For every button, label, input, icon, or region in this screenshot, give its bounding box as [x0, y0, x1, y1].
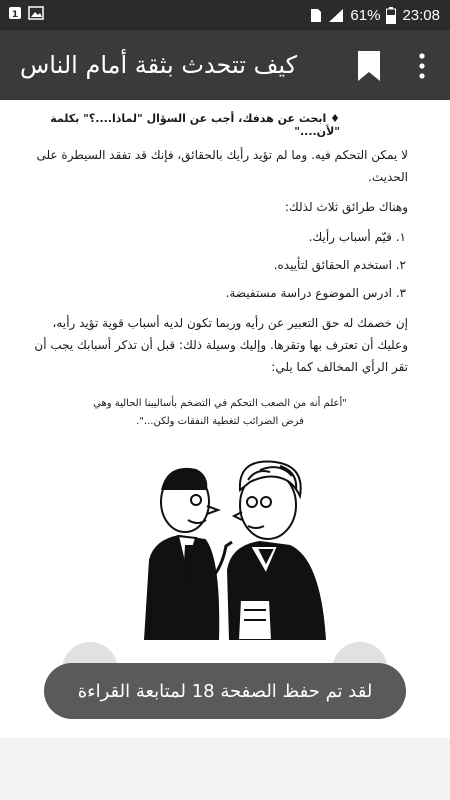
paragraph-1-line-1: لا يمكن التحكم فيه. وما لم تؤيد رأيك بالحقائق، فإنك قد تفقد السيطرة على — [36, 148, 408, 162]
paragraph-2-line-3: تقر الرأي المخالف كما يلي: — [271, 360, 408, 374]
battery-icon — [386, 7, 396, 24]
status-bar — [0, 0, 450, 30]
image-icon — [28, 6, 44, 25]
cartoon-illustration — [110, 450, 360, 640]
sim-icon — [310, 8, 322, 23]
paragraph-2-line-2: وعليك أن تعترف بها وتقرها. وإليك وسيلة ذلك: قبل أن تذكر أسبابك يجب أن — [34, 338, 408, 352]
paragraph-1-line-2: الحديث. — [368, 170, 408, 184]
app-bar — [0, 30, 450, 100]
more-options-button[interactable] — [412, 52, 432, 80]
heading-line: ♦ ابحث عن هدفك، أجب عن السؤال "لماذا....؟" بكلمة "لأن...." — [50, 112, 340, 138]
battery-percent: 61% — [350, 6, 381, 24]
svg-text:1: 1 — [11, 9, 19, 20]
toast-text: لقد تم حفظ الصفحة 18 لمتابعة القراءة — [77, 680, 373, 702]
quote-line-2: فرض الضرائب لتغطية النفقات ولكن...". — [136, 416, 304, 427]
status-right — [310, 7, 440, 24]
quote-line-1: "أعلم أنه من الصعب التحكم في التضخم بأساليبنا الحالية وهي — [93, 398, 347, 409]
list-item-1: ١. قيّم أسباب رأيك. — [308, 230, 406, 244]
signal-icon — [328, 8, 344, 23]
paragraph-2-line-1: إن خصمك له حق التعبير عن رأيه وربما تكون لديه أسباب قوية تؤيد رأيه، — [52, 316, 408, 330]
status-left — [8, 6, 44, 25]
toast-message — [44, 663, 406, 719]
ways-heading: وهناك طرائق ثلاث لذلك: — [284, 200, 408, 214]
app-title: كيف تتحدث بثقة أمام الناس — [20, 51, 298, 79]
list-item-3: ٣. ادرس الموضوع دراسة مستفيضة. — [225, 286, 406, 300]
clock: 23:08 — [402, 6, 440, 24]
bottom-area — [0, 738, 450, 800]
more-vert-icon — [412, 52, 432, 80]
list-item-2: ٢. استخدم الحقائق لتأييده. — [273, 258, 406, 272]
bookmark-button[interactable] — [356, 50, 382, 82]
notification-box-icon — [8, 6, 22, 25]
bookmark-icon — [356, 50, 382, 82]
book-page[interactable] — [0, 100, 450, 738]
